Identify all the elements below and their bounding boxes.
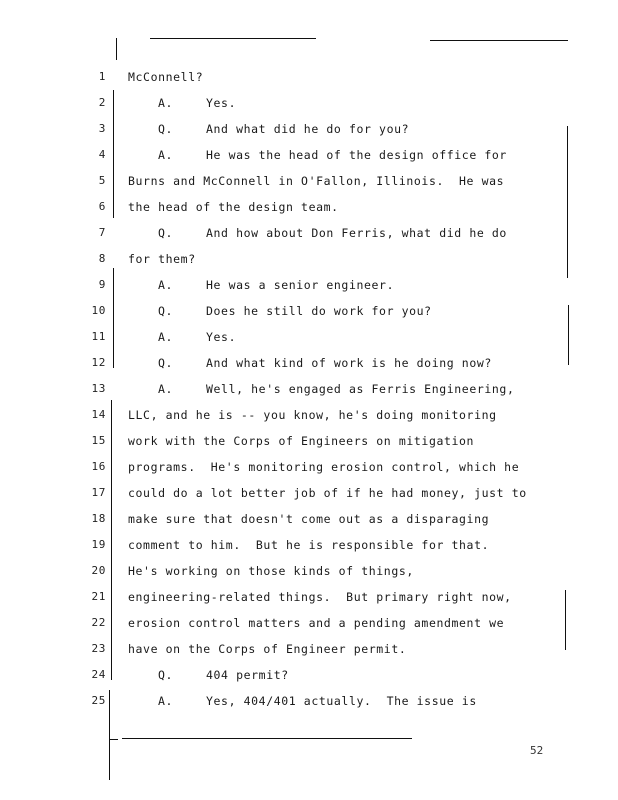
line-content: the head of the design team.	[128, 200, 339, 214]
line-number: 1	[98, 70, 106, 83]
line-text	[128, 480, 527, 506]
line-content: Well, he's engaged as Ferris Engineering,	[206, 382, 515, 396]
line-content: could do a lot better job of if he had money, just to	[128, 486, 527, 500]
line-number: 22	[91, 616, 106, 629]
line-content: for them?	[128, 252, 196, 266]
line-content: LLC, and he is -- you know, he's doing monitoring	[128, 408, 497, 422]
line-text	[128, 402, 497, 428]
line-text	[128, 194, 339, 220]
bottom-rule-tick	[110, 739, 118, 740]
transcript-line	[0, 350, 618, 376]
transcript-line	[0, 428, 618, 454]
line-number: 18	[91, 512, 106, 525]
transcript-line	[0, 194, 618, 220]
line-text	[128, 64, 203, 90]
line-content: And how about Don Ferris, what did he do	[206, 226, 507, 240]
line-number: 21	[91, 590, 106, 603]
line-text	[128, 506, 489, 532]
line-number: 19	[91, 538, 106, 551]
speaker-label: Q.	[158, 122, 174, 136]
line-content: erosion control matters and a pending amendment we	[128, 616, 505, 630]
line-content: And what kind of work is he doing now?	[206, 356, 492, 370]
transcript-line	[0, 116, 618, 142]
line-text	[128, 610, 504, 636]
line-text	[128, 428, 474, 454]
line-text	[158, 376, 514, 402]
transcript-line	[0, 688, 618, 714]
transcript-line	[0, 220, 618, 246]
line-number: 5	[98, 174, 106, 187]
transcript-line	[0, 90, 618, 116]
line-number: 13	[91, 382, 106, 395]
transcript-line	[0, 532, 618, 558]
speaker-label: A.	[158, 96, 174, 110]
line-text	[158, 298, 432, 324]
speaker-label: Q.	[158, 226, 174, 240]
line-text	[158, 220, 507, 246]
speaker-label: A.	[158, 330, 174, 344]
line-content: He's working on those kinds of things,	[128, 564, 414, 578]
line-number: 23	[91, 642, 106, 655]
page-number: 52	[530, 744, 544, 757]
line-content: Yes.	[206, 96, 237, 110]
transcript-line	[0, 142, 618, 168]
top-rule-right	[430, 40, 568, 41]
line-content: 404 permit?	[206, 668, 289, 682]
speaker-label: A.	[158, 148, 174, 162]
line-content: Does he still do work for you?	[206, 304, 432, 318]
line-number: 6	[98, 200, 106, 213]
transcript-line	[0, 324, 618, 350]
line-number: 20	[91, 564, 106, 577]
speaker-label: A.	[158, 278, 174, 292]
transcript-line	[0, 636, 618, 662]
transcript-line	[0, 662, 618, 688]
line-text	[158, 324, 236, 350]
line-content: Burns and McConnell in O'Fallon, Illinois. He was	[128, 174, 505, 188]
line-text	[158, 90, 236, 116]
line-number: 24	[91, 668, 106, 681]
line-number: 11	[91, 330, 106, 343]
line-text	[128, 532, 489, 558]
line-content: He was the head of the design office for	[206, 148, 507, 162]
line-number: 12	[91, 356, 106, 369]
transcript-line	[0, 480, 618, 506]
transcript-line	[0, 558, 618, 584]
line-text	[158, 350, 492, 376]
bottom-rule	[122, 738, 412, 739]
line-number: 3	[98, 122, 106, 135]
line-number: 2	[98, 96, 106, 109]
line-content: McConnell?	[128, 70, 204, 84]
line-number: 16	[91, 460, 106, 473]
line-text	[128, 246, 196, 272]
transcript-line	[0, 584, 618, 610]
line-number: 7	[98, 226, 106, 239]
line-number: 8	[98, 252, 106, 265]
line-content: And what did he do for you?	[206, 122, 410, 136]
line-text	[128, 454, 519, 480]
transcript-line	[0, 506, 618, 532]
left-margin-tick-top	[116, 38, 117, 60]
line-text	[128, 584, 512, 610]
transcript-line	[0, 454, 618, 480]
line-text	[128, 636, 406, 662]
line-text	[128, 558, 414, 584]
line-number: 9	[98, 278, 106, 291]
speaker-label: Q.	[158, 356, 174, 370]
line-content: He was a senior engineer.	[206, 278, 395, 292]
speaker-label: Q.	[158, 304, 174, 318]
line-number: 15	[91, 434, 106, 447]
line-content: make sure that doesn't come out as a disparaging	[128, 512, 490, 526]
transcript-line	[0, 64, 618, 90]
transcript-body	[0, 64, 618, 714]
transcript-line	[0, 272, 618, 298]
line-number: 4	[98, 148, 106, 161]
transcript-line	[0, 298, 618, 324]
line-content: comment to him. But he is responsible for that.	[128, 538, 490, 552]
speaker-label: Q.	[158, 668, 174, 682]
line-text	[158, 116, 409, 142]
transcript-line	[0, 246, 618, 272]
line-text	[158, 662, 289, 688]
line-content: Yes, 404/401 actually. The issue is	[206, 694, 477, 708]
transcript-line	[0, 376, 618, 402]
line-text	[158, 688, 477, 714]
line-content: programs. He's monitoring erosion control, which he	[128, 460, 520, 474]
speaker-label: A.	[158, 694, 174, 708]
speaker-label: A.	[158, 382, 174, 396]
line-content: have on the Corps of Engineer permit.	[128, 642, 407, 656]
line-number: 25	[91, 694, 106, 707]
line-number: 17	[91, 486, 106, 499]
top-rule-left	[150, 38, 316, 39]
transcript-line	[0, 168, 618, 194]
line-content: Yes.	[206, 330, 237, 344]
transcript-line	[0, 610, 618, 636]
line-text	[128, 168, 504, 194]
line-number: 10	[91, 304, 106, 317]
line-number: 14	[91, 408, 106, 421]
line-content: work with the Corps of Engineers on mitigation	[128, 434, 475, 448]
line-content: engineering-related things. But primary right now,	[128, 590, 512, 604]
line-text	[158, 272, 394, 298]
line-text	[158, 142, 507, 168]
transcript-line	[0, 402, 618, 428]
